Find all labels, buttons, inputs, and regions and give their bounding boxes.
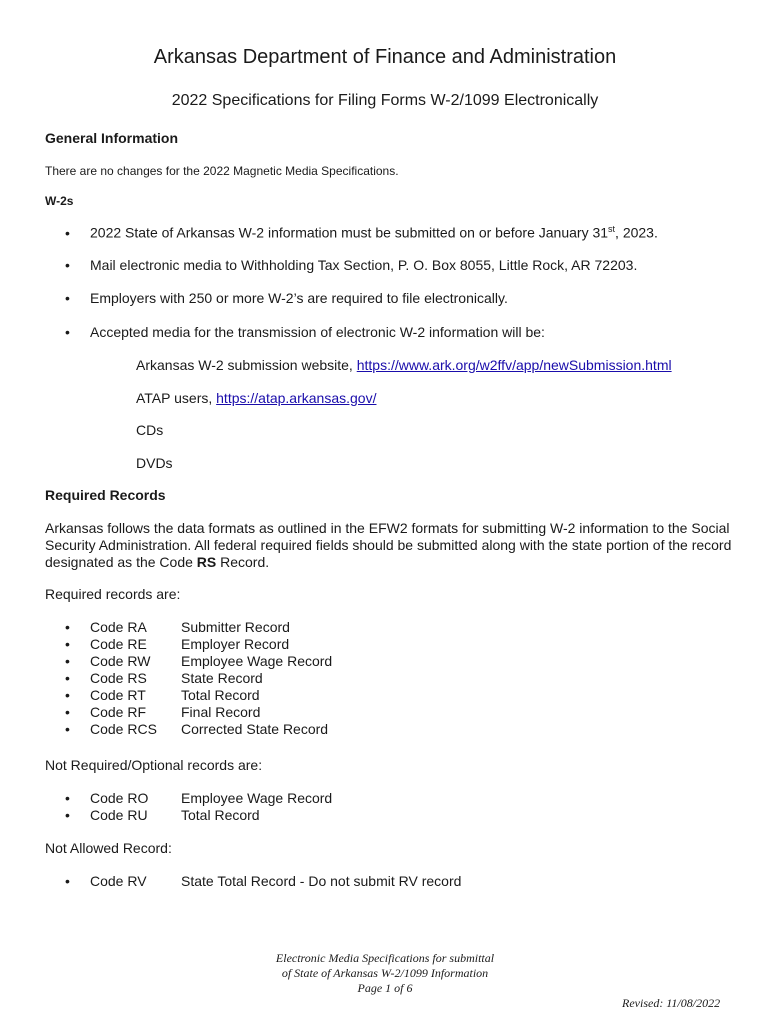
list-item [65, 687, 332, 704]
record-code: Code RA [90, 619, 147, 635]
required-records-heading: Required Records [45, 487, 166, 503]
list-item [65, 873, 461, 890]
record-code: Code RS [90, 670, 147, 686]
list-item [65, 704, 332, 721]
record-desc: Corrected State Record [181, 721, 329, 737]
list-item [65, 653, 332, 670]
record-desc: Submitter Record [181, 619, 290, 635]
employers-text: Employers with 250 or more W-2’s are required to file electronically. [90, 290, 508, 306]
website-link[interactable]: https://www.ark.org/w2ffv/app/newSubmission.html [356, 357, 672, 373]
list-item [65, 670, 332, 687]
record-desc: Total Record [181, 687, 260, 703]
media-website [136, 357, 672, 373]
footer-line-2: of State of Arkansas W-2/1099 Information [281, 966, 489, 980]
media-atap [136, 390, 376, 406]
media-cds: CDs [136, 422, 164, 438]
general-info-note: There are no changes for the 2022 Magnetic Media Specifications. [45, 164, 399, 178]
record-code: Code RO [90, 790, 149, 806]
bullet-mark: • [65, 653, 70, 669]
general-info-heading: General Information [45, 130, 179, 146]
bullet-mark: • [65, 636, 70, 652]
para-text: Arkansas follows the data formats as outlined in the EFW2 formats for submitting W-2 information to the Social Security Administration. All federal required fields should be submitted along with the state portion of the record designated as the Code [45, 520, 732, 570]
bullet-mark: • [65, 224, 70, 241]
record-desc: Total Record [181, 807, 260, 823]
list-item [65, 619, 332, 636]
required-records-paragraph [45, 520, 735, 571]
required-records-list [65, 619, 332, 738]
revised-date: Revised: 11/08/2022 [622, 996, 721, 1010]
page-footer [0, 951, 770, 996]
footer-line-1: Electronic Media Specifications for submittal [275, 951, 495, 965]
record-code: Code RF [90, 704, 147, 720]
bullet-mark: • [65, 807, 70, 823]
record-code: Code RU [90, 807, 148, 823]
record-code: Code RE [90, 636, 147, 652]
bullet-mark: • [65, 704, 70, 720]
deadline-text: 2022 State of Arkansas W-2 information must be submitted on or before January 31 [90, 224, 609, 241]
website-label: Arkansas W-2 submission website, [136, 357, 357, 373]
page-title: Arkansas Department of Finance and Administration [153, 46, 617, 68]
record-code: Code RT [90, 687, 146, 703]
record-desc: Final Record [181, 704, 261, 720]
list-item [65, 636, 332, 653]
required-list-intro: Required records are: [45, 586, 181, 602]
bullet-mark: • [65, 873, 70, 889]
footer-page-number: Page 1 of 6 [357, 981, 413, 995]
list-item [65, 790, 332, 807]
bullet-mark: • [65, 790, 70, 806]
w2s-bullet-mail [65, 257, 637, 273]
mail-text: Mail electronic media to Withholding Tax Section, P. O. Box 8055, Little Rock, AR 72203. [90, 257, 638, 273]
optional-list-intro: Not Required/Optional records are: [45, 757, 263, 773]
not-allowed-intro: Not Allowed Record: [45, 840, 172, 856]
para-tail: Record. [216, 554, 270, 570]
list-item [65, 807, 332, 824]
record-code: Code RV [90, 873, 147, 889]
media-text: Accepted media for the transmission of electronic W-2 information will be: [90, 324, 545, 340]
atap-label: ATAP users, [136, 390, 217, 406]
w2s-bullet-deadline [65, 224, 658, 241]
page-subtitle: 2022 Specifications for Filing Forms W-2/1099 Electronically [171, 92, 599, 109]
record-code: Code RCS [90, 721, 157, 737]
bullet-mark: • [65, 670, 70, 686]
not-allowed-records-list [65, 873, 461, 890]
w2s-bullet-employers [65, 290, 508, 306]
media-dvds: DVDs [136, 455, 173, 471]
record-desc: Employee Wage Record [181, 790, 333, 806]
deadline-sup: st [608, 224, 616, 234]
record-desc: State Record [181, 670, 263, 686]
bullet-mark: • [65, 619, 70, 635]
record-desc: State Total Record - Do not submit RV record [181, 873, 462, 889]
bullet-mark: • [65, 721, 70, 737]
para-bold-code: RS [196, 554, 217, 570]
list-item [65, 721, 332, 738]
w2s-bullet-media [65, 324, 545, 340]
bullet-mark: • [65, 687, 70, 703]
bullet-mark: • [65, 290, 70, 306]
atap-link[interactable]: https://atap.arkansas.gov/ [216, 390, 377, 406]
record-desc: Employer Record [181, 636, 290, 652]
record-code: Code RW [90, 653, 151, 669]
optional-records-list [65, 790, 332, 824]
w2s-heading: W-2s [45, 194, 74, 208]
deadline-year: , 2023. [615, 224, 658, 241]
record-desc: Employee Wage Record [181, 653, 333, 669]
bullet-mark: • [65, 257, 70, 273]
bullet-mark: • [65, 324, 70, 340]
